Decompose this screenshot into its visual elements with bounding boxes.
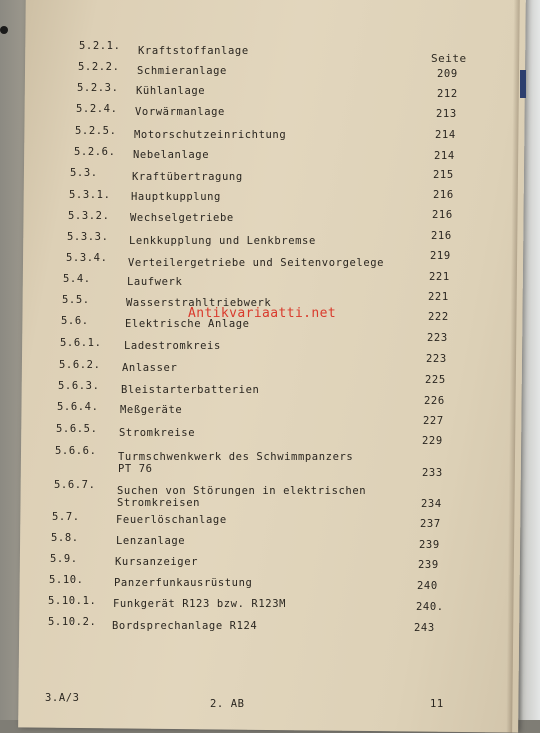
section-title: Kraftübertragung (132, 171, 243, 183)
section-number: 5.2.1. (79, 40, 121, 52)
page-number: 223 (427, 332, 448, 344)
page-number: 233 (422, 467, 443, 479)
toc-entry (0, 445, 540, 481)
section-number: 5.6. (61, 315, 89, 327)
section-title: Funkgerät R123 bzw. R123M (113, 598, 287, 610)
toc-entry (0, 401, 540, 425)
section-title: Feuerlöschanlage (116, 514, 227, 526)
section-number: 5.4. (63, 273, 91, 285)
section-number: 5.6.1. (60, 337, 102, 349)
section-number: 5.2.5. (75, 125, 117, 137)
toc-entry (0, 616, 540, 640)
section-title: Suchen von Störungen in elektrischen (117, 485, 367, 497)
section-number: 5.6.5. (56, 423, 98, 435)
page-number: 239 (419, 539, 440, 551)
section-title: Wasserstrahltriebwerk (126, 297, 272, 309)
page-number: 234 (421, 498, 442, 510)
page-number: 216 (432, 209, 453, 221)
footer-page-number: 11 (430, 698, 444, 710)
section-number: 5.7. (52, 511, 80, 523)
section-number: 5.3.4. (66, 252, 108, 264)
section-title: Kursanzeiger (115, 556, 199, 568)
toc-entry (0, 479, 540, 515)
section-number: 5.6.4. (57, 401, 99, 413)
section-title: Motorschutzeinrichtung (134, 129, 287, 141)
page-number: 209 (437, 68, 458, 80)
page-number: 214 (435, 129, 456, 141)
section-title: Panzerfunkausrüstung (114, 577, 253, 589)
page-column-header: Seite (431, 52, 467, 65)
section-number: 5.6.6. (55, 445, 97, 457)
section-title: Bleistarterbatterien (121, 384, 260, 396)
page-number: 226 (424, 395, 445, 407)
page-number: 214 (434, 150, 455, 162)
page-number: 240. (416, 601, 444, 613)
section-number: 5.5. (62, 294, 90, 306)
page-number: 227 (423, 415, 444, 427)
section-number: 5.2.6. (74, 146, 116, 158)
section-title: Turmschwenkwerk des Schwimmpanzers (118, 451, 354, 463)
section-number: 5.6.7. (54, 479, 96, 491)
page-number: 225 (425, 374, 446, 386)
page-number: 213 (436, 108, 457, 120)
section-title: Lenkkupplung und Lenkbremse (129, 235, 316, 247)
section-title: Verteilergetriebe und Seitenvorgelege (128, 257, 385, 269)
section-number: 5.6.3. (58, 380, 100, 392)
section-title: Stromkreise (119, 427, 196, 439)
section-title: Elektrische Anlage (125, 318, 250, 330)
section-title-continued: Stromkreisen (117, 497, 201, 509)
page-number: 239 (418, 559, 439, 571)
section-title: Vorwärmanlage (135, 106, 225, 118)
section-number: 5.10.2. (48, 616, 97, 628)
section-number: 5.10. (49, 574, 84, 586)
section-number: 5.2.2. (78, 61, 120, 73)
section-title-continued: PT 76 (118, 463, 153, 475)
section-number: 5.3.3. (67, 231, 109, 243)
section-title: Anlasser (122, 362, 178, 374)
section-title: Kraftstoffanlage (138, 45, 249, 57)
page-number: 215 (433, 169, 454, 181)
section-title: Wechselgetriebe (130, 212, 234, 224)
section-title: Laufwerk (127, 276, 183, 288)
section-title: Hauptkupplung (131, 191, 221, 203)
page-number: 222 (428, 311, 449, 323)
section-title: Bordsprechanlage R124 (112, 620, 258, 632)
footer-left: 3.A/3 (45, 692, 80, 704)
section-number: 5.6.2. (59, 359, 101, 371)
section-number: 5.3.2. (68, 210, 110, 222)
section-title: Schmieranlage (137, 65, 227, 77)
watermark: Antikvariaatti.net (188, 306, 337, 321)
page-number: 216 (433, 189, 454, 201)
section-number: 5.2.4. (76, 103, 118, 115)
section-number: 5.8. (51, 532, 79, 544)
desk-dot (0, 26, 8, 34)
section-number: 5.2.3. (77, 82, 119, 94)
section-number: 5.10.1. (48, 595, 97, 607)
page-number: 221 (429, 271, 450, 283)
page-number: 240 (417, 580, 438, 592)
section-title: Meßgeräte (120, 404, 183, 416)
page-number: 212 (437, 88, 458, 100)
section-title: Nebelanlage (133, 149, 210, 161)
toc-entry (0, 423, 540, 447)
page-number: 221 (428, 291, 449, 303)
section-title: Ladestromkreis (124, 340, 221, 352)
section-title: Kühlanlage (136, 85, 206, 97)
page-number: 216 (431, 230, 452, 242)
section-title: Lenzanlage (116, 535, 186, 547)
page-number: 229 (422, 435, 443, 447)
footer-center: 2. AB (210, 698, 245, 710)
page-number: 223 (426, 353, 447, 365)
section-number: 5.3.1. (69, 189, 111, 201)
section-number: 5.9. (50, 553, 78, 565)
page-number: 243 (414, 622, 435, 634)
page-number: 237 (420, 518, 441, 530)
page-number: 219 (430, 250, 451, 262)
section-number: 5.3. (70, 167, 98, 179)
